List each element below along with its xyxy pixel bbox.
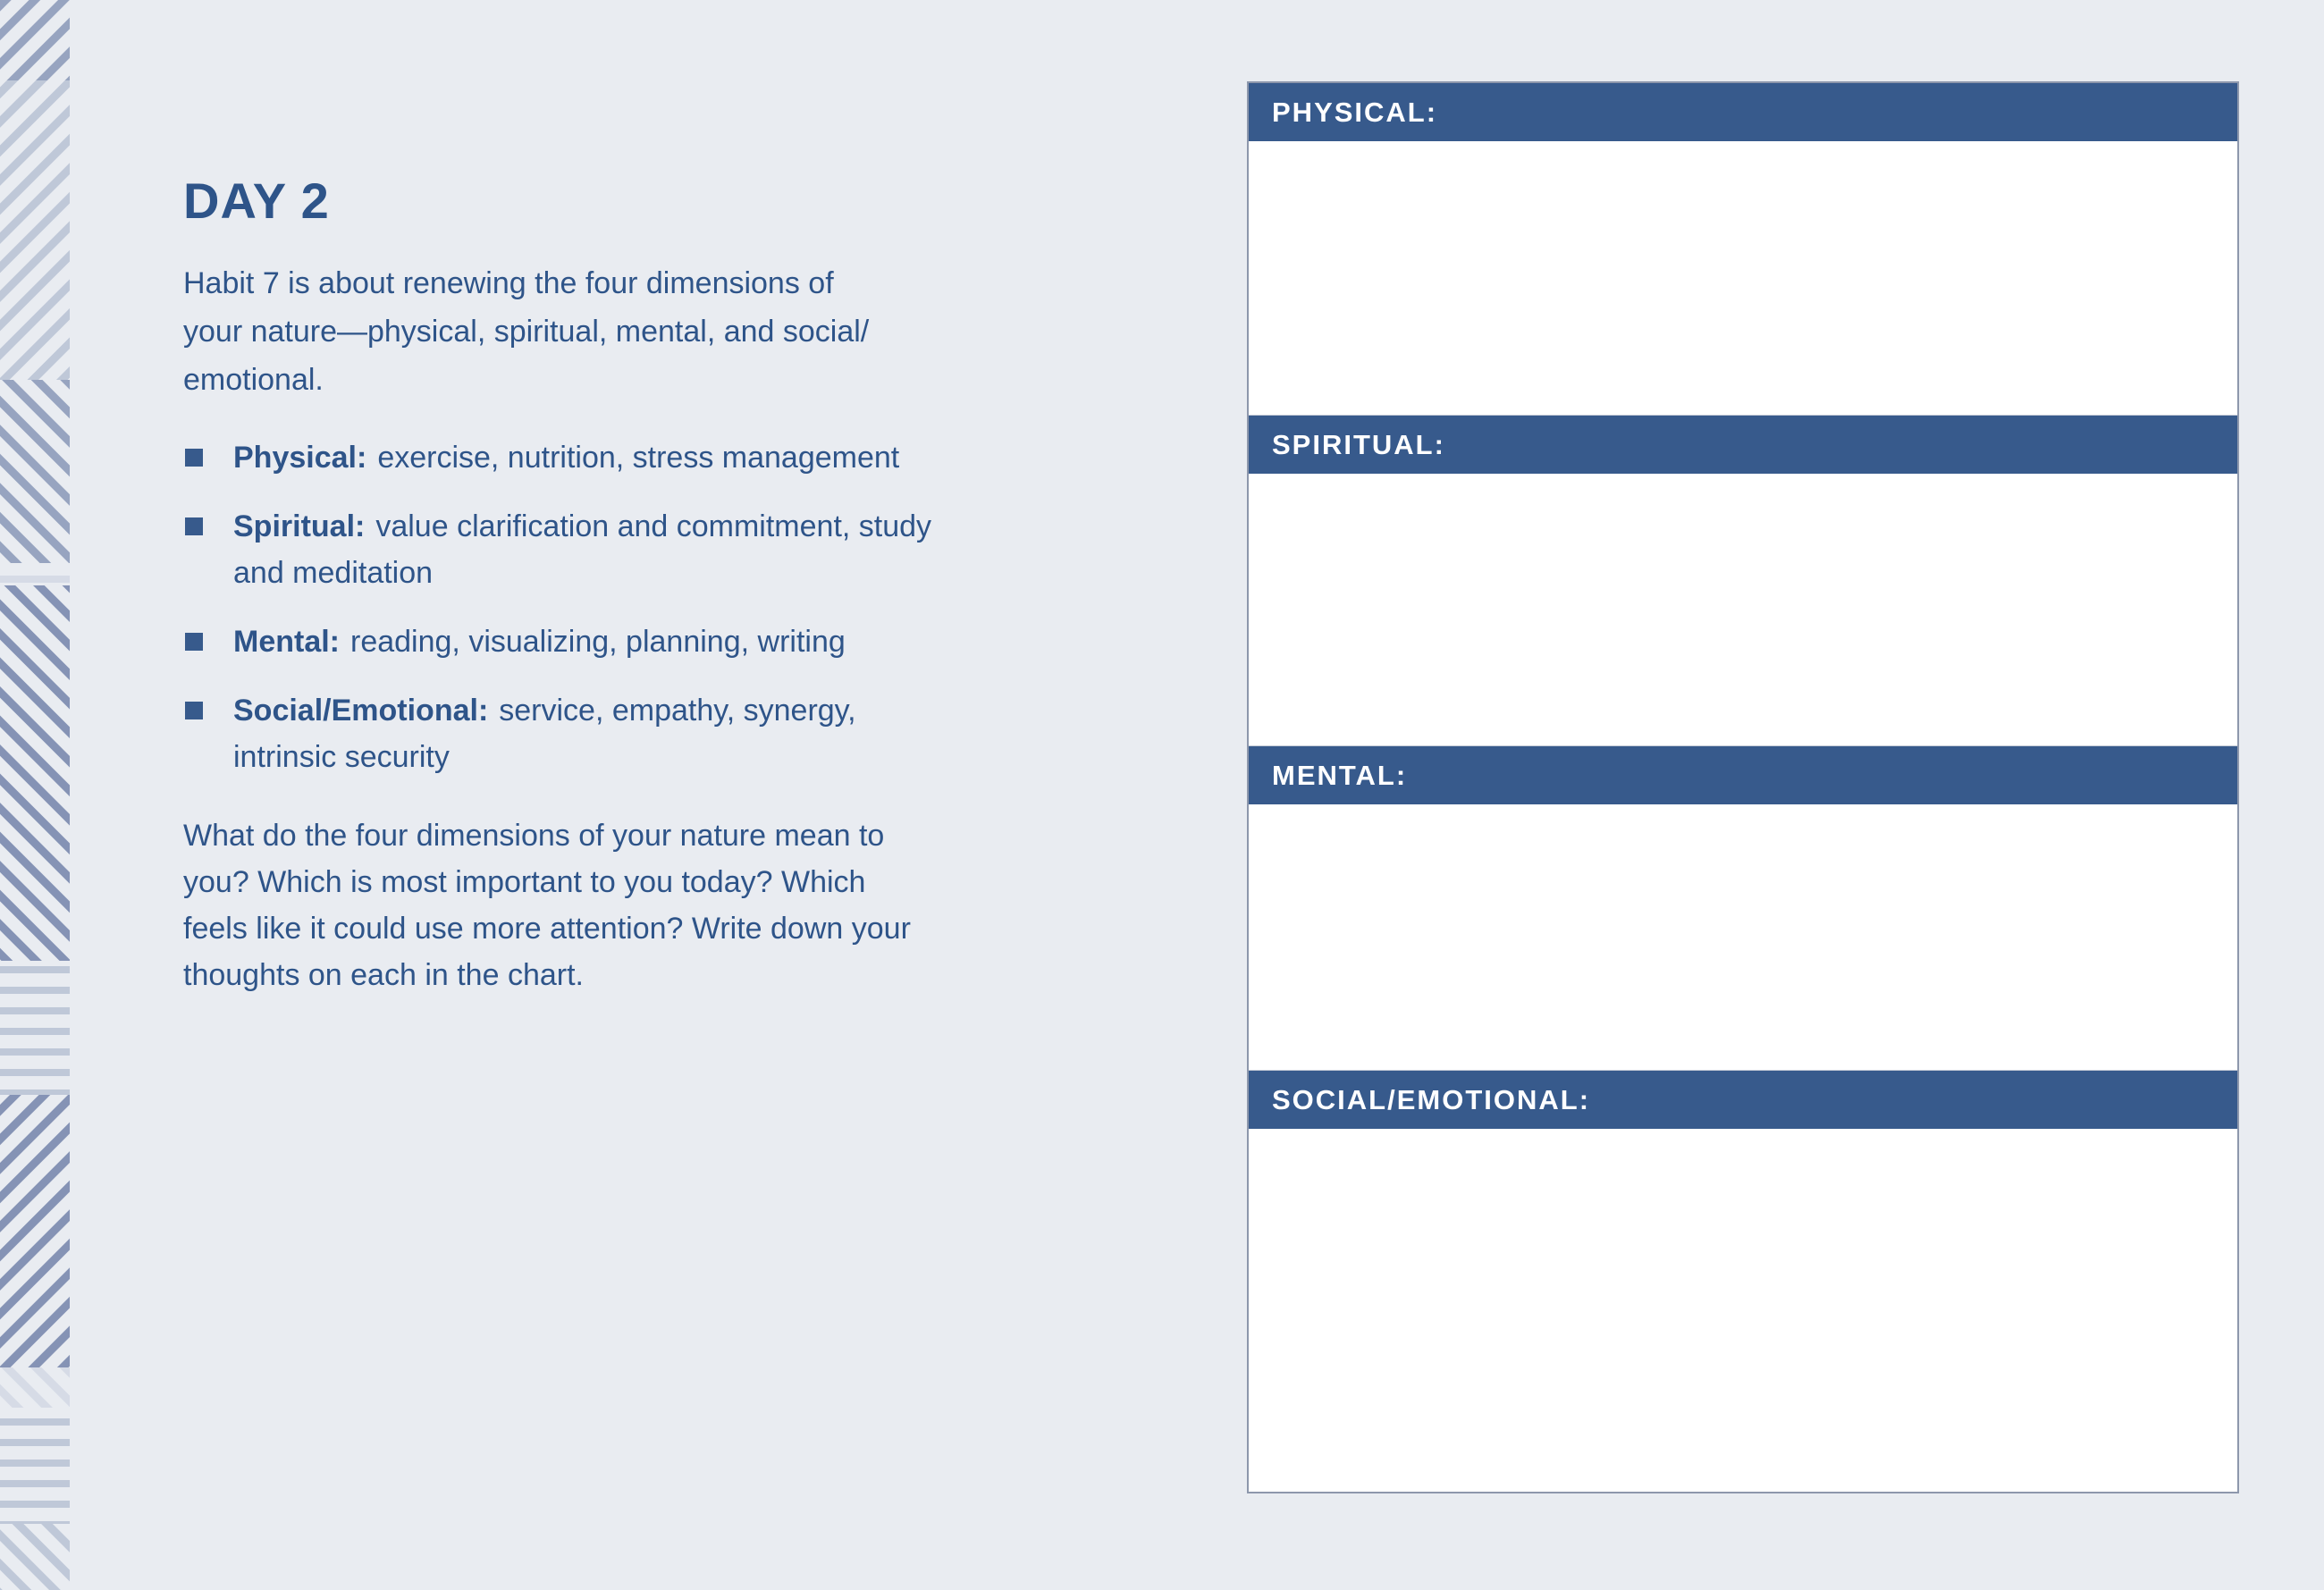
mental-writing-area[interactable] [1249, 804, 2237, 1070]
list-item-social-emotional [183, 687, 1077, 780]
spiritual-writing-area[interactable] [1249, 474, 2237, 745]
pattern-block [0, 80, 70, 380]
pattern-block [0, 1095, 70, 1367]
decorative-stripe-pattern [0, 0, 70, 1590]
bullet-desc-cont: intrinsic security [233, 740, 450, 774]
section-header-spiritual: SPIRITUAL: [1249, 415, 2237, 474]
list-item-physical [183, 434, 1077, 481]
section-header-physical: PHYSICAL: [1249, 83, 2237, 141]
dimension-list [183, 434, 1077, 780]
intro-line: Habit 7 is about renewing the four dimensions of [183, 266, 834, 300]
prompt-line: you? Which is most important to you today? Which [183, 865, 866, 899]
prompt-line: What do the four dimensions of your nature mean to [183, 819, 885, 853]
bullet-square-icon [185, 633, 203, 651]
pattern-block [0, 380, 70, 563]
renewal-chart [1247, 81, 2239, 1493]
list-item-mental [183, 618, 1077, 665]
bullet-desc: reading, visualizing, planning, writing [350, 625, 846, 659]
bullet-square-icon [185, 517, 203, 535]
prompt-line: thoughts on each in the chart. [183, 958, 584, 992]
pattern-block [0, 1408, 70, 1524]
intro-line: emotional. [183, 363, 324, 397]
intro-paragraph [183, 259, 1077, 404]
bullet-desc: exercise, nutrition, stress management [377, 441, 900, 475]
bullet-term: Spiritual: [233, 509, 366, 543]
social-emotional-writing-area[interactable] [1249, 1129, 2237, 1492]
pattern-block [0, 585, 70, 961]
bullet-term: Social/Emotional: [233, 694, 489, 728]
list-item-spiritual [183, 503, 1077, 596]
pattern-block [0, 563, 70, 585]
physical-writing-area[interactable] [1249, 141, 2237, 415]
pattern-block [0, 1367, 70, 1408]
bullet-desc-cont: and meditation [233, 556, 434, 590]
section-header-mental: MENTAL: [1249, 745, 2237, 804]
pattern-block [0, 1524, 70, 1590]
left-column [183, 172, 1077, 998]
bullet-desc: value clarification and commitment, study [375, 509, 932, 543]
chart-section-physical [1249, 83, 2237, 415]
section-header-social-emotional: SOCIAL/EMOTIONAL: [1249, 1070, 2237, 1129]
bullet-square-icon [185, 449, 203, 467]
bullet-desc: service, empathy, synergy, [499, 694, 856, 728]
page-title: DAY 2 [183, 172, 330, 229]
pattern-block [0, 0, 70, 80]
prompt-paragraph [183, 812, 1077, 998]
bullet-term: Physical: [233, 441, 367, 475]
prompt-line: feels like it could use more attention? Write down your [183, 912, 911, 946]
chart-section-mental [1249, 745, 2237, 1070]
bullet-term: Mental: [233, 625, 340, 659]
intro-line: your nature—physical, spiritual, mental, and social/ [183, 315, 870, 349]
pattern-block [0, 961, 70, 1095]
chart-section-spiritual [1249, 415, 2237, 745]
bullet-square-icon [185, 702, 203, 719]
chart-section-social-emotional [1249, 1070, 2237, 1492]
